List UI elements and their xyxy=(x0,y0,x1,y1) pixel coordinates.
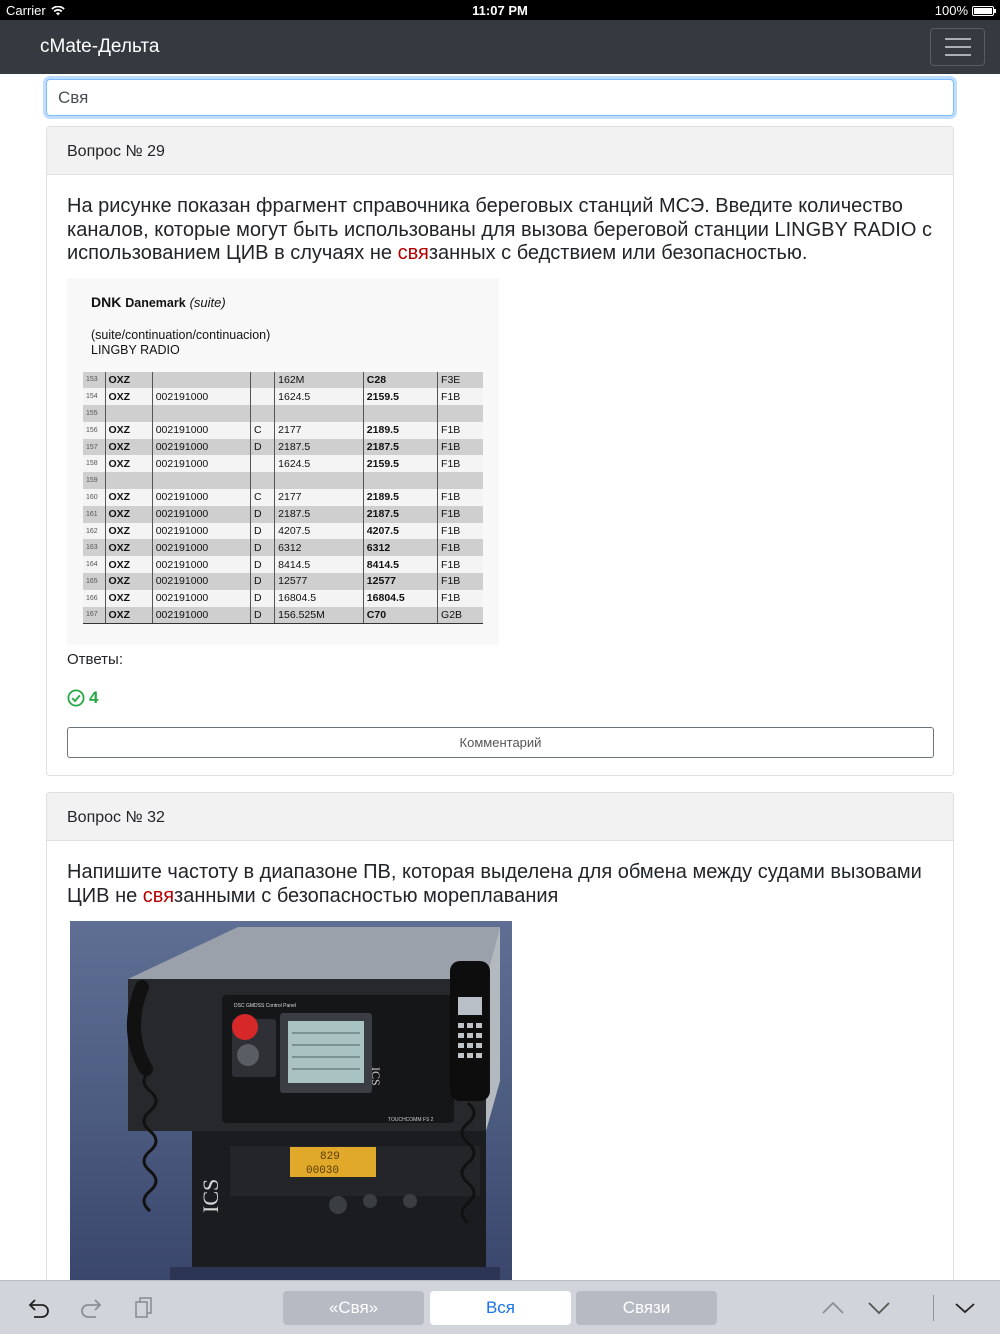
station-table-cell: 4207.5 xyxy=(363,523,437,540)
station-table-cell: 158 xyxy=(83,455,105,472)
station-table-cell: 002191000 xyxy=(152,388,250,405)
station-table-cell: 162 xyxy=(83,523,105,540)
undo-button[interactable] xyxy=(26,1295,52,1321)
station-table-cell: 8414.5 xyxy=(275,556,364,573)
station-table-cell: OXZ xyxy=(105,523,152,540)
station-table-cell: 002191000 xyxy=(152,422,250,439)
station-table-cell: OXZ xyxy=(105,388,152,405)
station-table-row xyxy=(83,489,483,506)
station-table-cell xyxy=(363,405,437,422)
station-table-cell: F1B xyxy=(438,539,483,556)
station-table-cell: 8414.5 xyxy=(363,556,437,573)
station-table-cell: 002191000 xyxy=(152,590,250,607)
station-table-cell: 4207.5 xyxy=(275,523,364,540)
paste-icon xyxy=(133,1296,155,1320)
station-table-row xyxy=(83,523,483,540)
station-table-cell: 1624.5 xyxy=(275,455,364,472)
station-table-cell: D xyxy=(251,539,275,556)
station-table-cell: OXZ xyxy=(105,489,152,506)
station-table-cell: F1B xyxy=(438,388,483,405)
question-image xyxy=(70,921,512,1281)
station-table-cell: 153 xyxy=(83,372,105,389)
carrier-label: Carrier xyxy=(6,3,46,18)
redo-icon xyxy=(79,1297,103,1319)
question-text xyxy=(67,861,933,908)
station-table-cell xyxy=(152,372,250,389)
model-label: TOUCHCOMM FS 2 xyxy=(388,1117,434,1123)
station-table-cell: OXZ xyxy=(105,573,152,590)
station-table-cell: 002191000 xyxy=(152,539,250,556)
country-code: DNK xyxy=(91,293,122,310)
station-table-cell: D xyxy=(251,590,275,607)
station-table-cell xyxy=(251,455,275,472)
station-table-cell: 1624.5 xyxy=(275,388,364,405)
suggestion-quoted[interactable]: «Свя» xyxy=(283,1291,424,1325)
station-table-cell: 002191000 xyxy=(152,506,250,523)
question-text-part: занными с безопасностью мореплавания xyxy=(174,884,559,907)
station-table-cell: 12577 xyxy=(363,573,437,590)
stations-table xyxy=(83,372,483,624)
station-table-cell: 161 xyxy=(83,506,105,523)
chevron-up-icon xyxy=(821,1301,845,1315)
question-text-part: На рисунке показан фрагмент справочника береговых станций МСЭ. Введите количество каналов, которые могут быть использованы для вызова береговой станции LINGBY RADIO с использованием ЦИВ в случаях не xyxy=(67,195,932,264)
station-table-row xyxy=(83,422,483,439)
lcd-line-1: 829 xyxy=(320,1151,340,1163)
station-table-cell: C28 xyxy=(363,372,437,389)
station-table-row xyxy=(83,388,483,405)
station-table-cell: F1B xyxy=(438,523,483,540)
question-text-part: занных с бедствием или безопасностью. xyxy=(428,242,808,264)
country-suffix: (suite) xyxy=(189,294,226,310)
image-subtitle-line: (suite/continuation/continuacion) xyxy=(91,327,271,342)
station-table-cell: OXZ xyxy=(105,539,152,556)
lcd-line-2: 00030 xyxy=(306,1165,340,1177)
navbar xyxy=(0,20,1000,74)
station-table-cell: 2187.5 xyxy=(275,506,364,523)
station-table-cell: 2159.5 xyxy=(363,455,437,472)
suggestion-alternative[interactable]: Связи xyxy=(576,1291,717,1325)
distress-button-icon xyxy=(232,1014,258,1040)
station-table-cell: OXZ xyxy=(105,506,152,523)
station-table-cell xyxy=(438,472,483,489)
station-table-cell: 2187.5 xyxy=(363,439,437,456)
country-name: Danemark xyxy=(125,295,186,310)
station-table-cell: 6312 xyxy=(275,539,364,556)
station-table-row xyxy=(83,405,483,422)
station-table-cell: C xyxy=(251,489,275,506)
station-table-cell: G2B xyxy=(438,607,483,624)
question-header: Вопрос № 29 xyxy=(47,127,953,175)
image-station-name: LINGBY RADIO xyxy=(91,342,180,357)
station-table-cell xyxy=(251,388,275,405)
station-table-row xyxy=(83,472,483,489)
station-table-cell: 2177 xyxy=(275,489,364,506)
station-table-cell: F1B xyxy=(438,422,483,439)
station-table-cell: 002191000 xyxy=(152,439,250,456)
station-table-cell: 156 xyxy=(83,422,105,439)
station-table-cell: F1B xyxy=(438,506,483,523)
station-table-cell: D xyxy=(251,573,275,590)
dsc-handset-icon xyxy=(450,961,490,1101)
correct-answer xyxy=(67,688,933,708)
station-table-cell xyxy=(105,472,152,489)
station-table-cell xyxy=(438,405,483,422)
station-table-cell: 12577 xyxy=(275,573,364,590)
side-brand-label: ICS xyxy=(369,1067,383,1086)
front-brand-label: ICS xyxy=(198,1178,223,1213)
station-table-row xyxy=(83,573,483,590)
station-table-cell: 2177 xyxy=(275,422,364,439)
station-table-cell: 157 xyxy=(83,439,105,456)
station-table-cell: 156.525M xyxy=(275,607,364,624)
next-field-button[interactable] xyxy=(866,1295,892,1321)
station-table-cell xyxy=(251,372,275,389)
station-table-row xyxy=(83,607,483,624)
station-table-cell: 154 xyxy=(83,388,105,405)
panel-label: DSC GMDSS Control Panel xyxy=(234,1003,296,1009)
station-table-cell: 163 xyxy=(83,539,105,556)
station-table-cell: 002191000 xyxy=(152,455,250,472)
station-table-cell: F1B xyxy=(438,590,483,607)
question-text-part: Напишите частоту в диапазоне ПВ, которая выделена для обмена между судами вызовами ЦИВ не xyxy=(67,861,922,907)
station-table-cell: C xyxy=(251,422,275,439)
station-table-cell: OXZ xyxy=(105,439,152,456)
paste-button[interactable] xyxy=(131,1295,157,1321)
image-country-heading xyxy=(91,294,226,310)
chevron-down-icon xyxy=(867,1301,891,1315)
suggestion-primary[interactable]: Вся xyxy=(430,1291,571,1325)
battery-icon xyxy=(972,6,994,16)
station-table-cell: 2189.5 xyxy=(363,422,437,439)
station-table-cell xyxy=(152,405,250,422)
station-table-cell: 166 xyxy=(83,590,105,607)
station-table-row xyxy=(83,455,483,472)
station-table-row xyxy=(83,506,483,523)
hamburger-icon-bar xyxy=(945,46,971,48)
station-table-cell: D xyxy=(251,523,275,540)
station-table-row xyxy=(83,539,483,556)
chevron-down-icon xyxy=(954,1301,976,1315)
station-table-cell: C70 xyxy=(363,607,437,624)
station-table-cell xyxy=(363,472,437,489)
station-table-cell xyxy=(152,472,250,489)
station-table-cell: 16804.5 xyxy=(363,590,437,607)
station-table-cell: 002191000 xyxy=(152,556,250,573)
station-table-cell: 002191000 xyxy=(152,523,250,540)
station-table-cell: 2187.5 xyxy=(363,506,437,523)
station-table-cell: OXZ xyxy=(105,372,152,389)
station-table-cell: 2159.5 xyxy=(363,388,437,405)
station-table-cell: OXZ xyxy=(105,556,152,573)
question-text xyxy=(67,195,933,266)
station-table-cell: F1B xyxy=(438,489,483,506)
station-table-cell: 002191000 xyxy=(152,573,250,590)
search-highlight: свя xyxy=(397,242,429,264)
check-circle-icon xyxy=(67,689,85,707)
station-table-cell: F1B xyxy=(438,455,483,472)
search-highlight: свя xyxy=(142,884,175,907)
answer-value: 4 xyxy=(89,687,99,707)
station-table-row xyxy=(83,590,483,607)
clock: 11:07 PM xyxy=(472,3,528,18)
station-table-cell: 16804.5 xyxy=(275,590,364,607)
station-table-cell: OXZ xyxy=(105,455,152,472)
station-table-cell: F3E xyxy=(438,372,483,389)
station-table-cell: OXZ xyxy=(105,607,152,624)
redo-button[interactable] xyxy=(78,1295,104,1321)
station-table-cell: 164 xyxy=(83,556,105,573)
question-body xyxy=(47,175,953,758)
station-table-cell xyxy=(275,472,364,489)
search-input[interactable] xyxy=(46,79,954,116)
toolbar-divider xyxy=(933,1295,934,1321)
station-table-row xyxy=(83,372,483,389)
station-table-cell: 6312 xyxy=(363,539,437,556)
undo-icon xyxy=(27,1297,51,1319)
previous-field-button[interactable] xyxy=(820,1295,846,1321)
menu-toggle-button[interactable] xyxy=(930,28,985,66)
keyboard-toolbar xyxy=(0,1280,1000,1334)
station-table-cell: F1B xyxy=(438,573,483,590)
station-table-cell xyxy=(275,405,364,422)
question-card xyxy=(46,126,954,776)
battery-percent: 100% xyxy=(934,3,968,18)
answers-label: Ответы: xyxy=(67,650,124,668)
station-table-cell xyxy=(251,472,275,489)
station-table-cell: F1B xyxy=(438,439,483,456)
station-table-cell: OXZ xyxy=(105,422,152,439)
question-card xyxy=(46,792,954,1312)
radio-station-illustration xyxy=(70,921,512,1281)
station-table-row xyxy=(83,556,483,573)
station-table-cell: 2189.5 xyxy=(363,489,437,506)
hamburger-icon-bar xyxy=(945,54,971,56)
station-table-cell: D xyxy=(251,607,275,624)
station-table-cell: 162M xyxy=(275,372,364,389)
question-image xyxy=(67,278,499,645)
station-table-cell xyxy=(105,405,152,422)
question-body xyxy=(47,841,953,1281)
station-table-cell: D xyxy=(251,506,275,523)
battery-indicator xyxy=(935,3,994,18)
image-subtitle xyxy=(91,328,270,358)
station-table-cell: 160 xyxy=(83,489,105,506)
comment-button[interactable]: Комментарий xyxy=(67,727,934,758)
station-table-cell: F1B xyxy=(438,556,483,573)
status-bar xyxy=(0,0,1000,20)
app-brand[interactable]: cMate-Дельта xyxy=(40,36,160,57)
station-table-cell: 155 xyxy=(83,405,105,422)
station-table-cell: D xyxy=(251,439,275,456)
hamburger-icon-bar xyxy=(945,38,971,40)
station-table-cell: D xyxy=(251,556,275,573)
station-table-cell: 165 xyxy=(83,573,105,590)
station-table-cell: 002191000 xyxy=(152,489,250,506)
station-table-cell: 159 xyxy=(83,472,105,489)
dismiss-keyboard-button[interactable] xyxy=(952,1295,978,1321)
station-table-cell xyxy=(251,405,275,422)
station-table-cell: OXZ xyxy=(105,590,152,607)
station-table-cell: 167 xyxy=(83,607,105,624)
question-header: Вопрос № 32 xyxy=(47,793,953,841)
station-table-row xyxy=(83,439,483,456)
station-table-cell: 002191000 xyxy=(152,607,250,624)
station-table-cell: 2187.5 xyxy=(275,439,364,456)
